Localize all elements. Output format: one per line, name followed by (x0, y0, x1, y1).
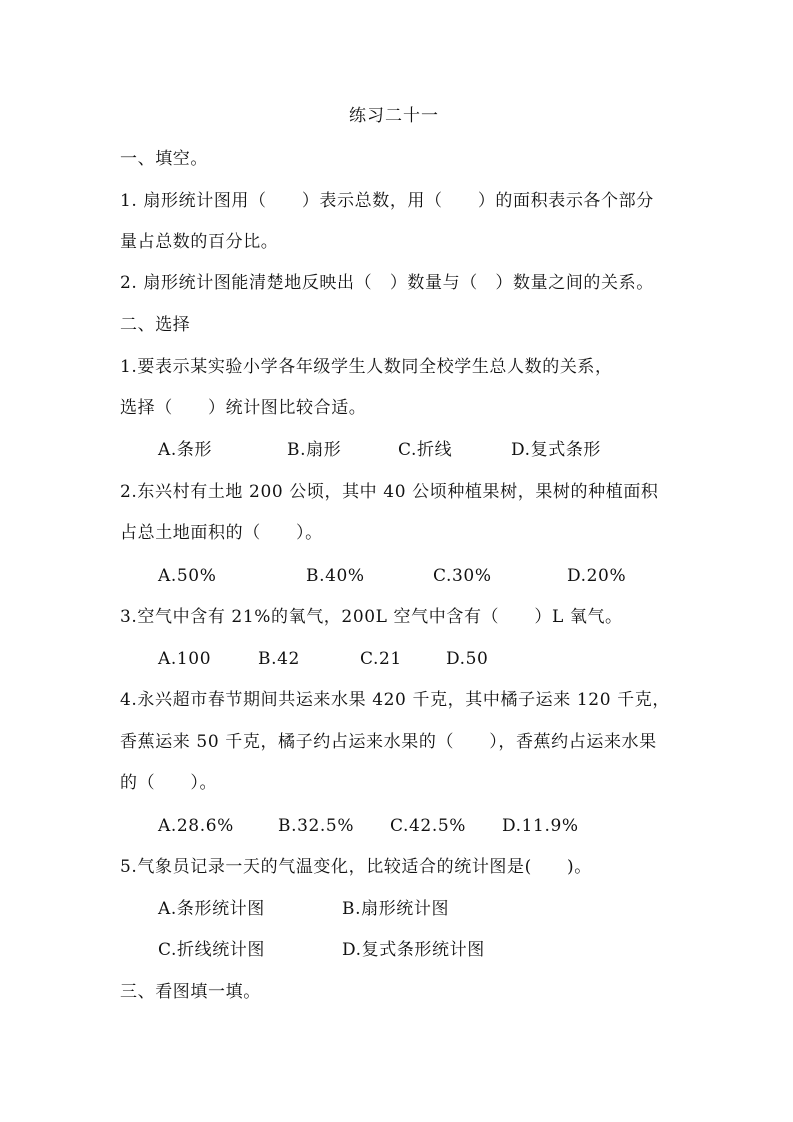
choice-q2-line2: 占总土地面积的（ ）。 (120, 523, 323, 543)
choice-q4-option-d: D.11.9% (502, 816, 579, 836)
choice-q2-option-d: D.20% (567, 566, 627, 586)
choice-q3-option-c: C.21 (360, 649, 402, 669)
fill-q2: 2. 扇形统计图能清楚地反映出（ ）数量与（ ）数量之间的关系。 (120, 273, 654, 293)
choice-q1-option-a: A.条形 (158, 440, 213, 460)
choice-q4-option-c: C.42.5% (390, 816, 467, 836)
choice-q2-option-a: A.50% (158, 566, 217, 586)
section2-heading: 二、选择 (120, 315, 191, 335)
choice-q2-option-b: B.40% (306, 566, 365, 586)
choice-q1-option-b: B.扇形 (287, 440, 342, 460)
choice-q4-line1: 4.永兴超市春节期间共运来水果 420 千克，其中橘子运来 120 千克， (120, 690, 670, 710)
choice-q4-line2: 香蕉运来 50 千克，橘子约占运来水果的（ ），香蕉约占运来水果 (120, 732, 657, 752)
fill-q1-line2: 量占总数的百分比。 (120, 232, 279, 252)
choice-q3-option-d: D.50 (446, 649, 489, 669)
choice-q5-option-b: B.扇形统计图 (342, 899, 450, 919)
choice-q5-option-d: D.复式条形统计图 (342, 940, 485, 960)
choice-q3-option-b: B.42 (258, 649, 300, 669)
page-title: 练习二十一 (349, 106, 439, 126)
choice-q3-option-a: A.100 (158, 649, 212, 669)
fill-q1-line1: 1. 扇形统计图用（ ）表示总数，用（ ）的面积表示各个部分 (120, 191, 654, 211)
choice-q1-option-c: C.折线 (398, 440, 453, 460)
choice-q5: 5.气象员记录一天的气温变化，比较适合的统计图是( )。 (120, 857, 592, 877)
choice-q1-line1: 1.要表示某实验小学各年级学生人数同全校学生总人数的关系， (120, 357, 613, 377)
choice-q1-option-d: D.复式条形 (511, 440, 602, 460)
choice-q5-option-c: C.折线统计图 (158, 940, 266, 960)
choice-q2-line1: 2.东兴村有土地 200 公顷，其中 40 公顷种植果树，果树的种植面积 (120, 482, 659, 502)
choice-q4-option-a: A.28.6% (158, 816, 234, 836)
choice-q4-option-b: B.32.5% (278, 816, 355, 836)
choice-q2-option-c: C.30% (433, 566, 492, 586)
section3-heading: 三、看图填一填。 (120, 982, 261, 1002)
section1-heading: 一、填空。 (120, 149, 208, 169)
choice-q1-line2: 选择（ ）统计图比较合适。 (120, 398, 367, 418)
choice-q3: 3.空气中含有 21%的氧气，200L 空气中含有（ ）L 氧气。 (120, 607, 623, 627)
choice-q4-line3: 的（ ）。 (120, 773, 218, 793)
choice-q5-option-a: A.条形统计图 (158, 899, 265, 919)
